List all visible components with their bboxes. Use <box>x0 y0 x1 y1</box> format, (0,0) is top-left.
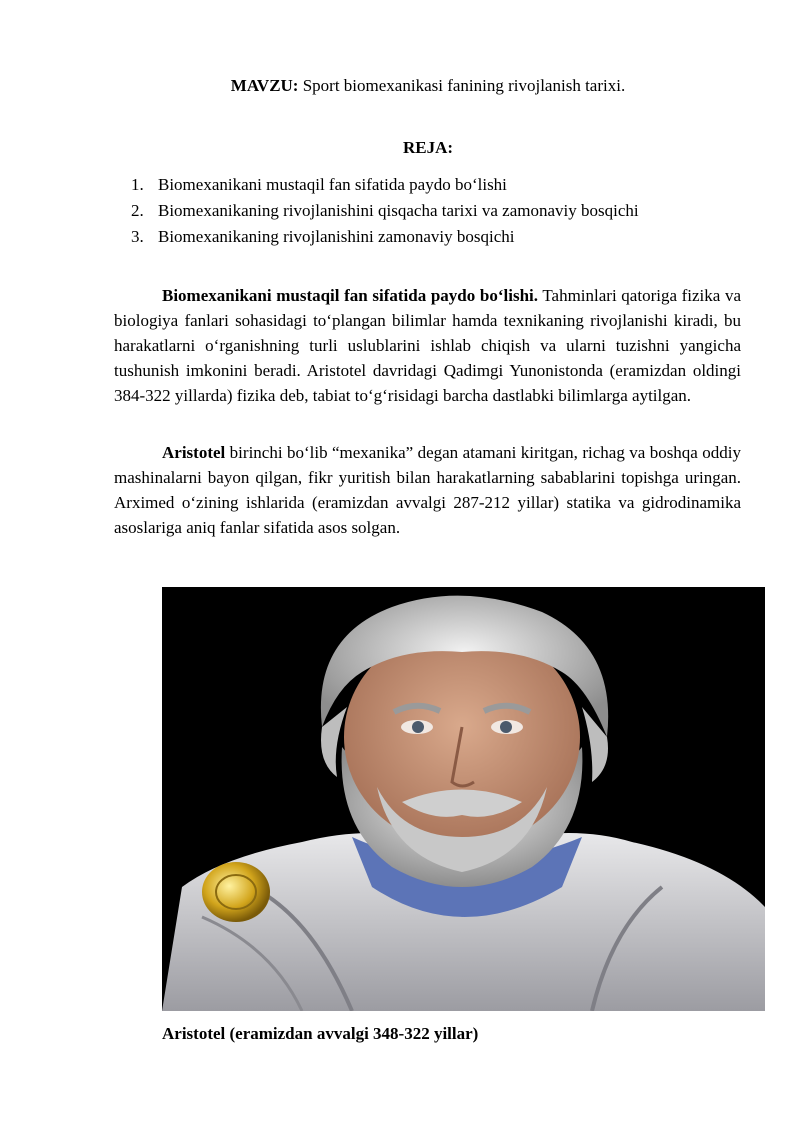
plan-item-text: Biomexanikani mustaqil fan sifatida paydo bo‘lishi <box>158 175 507 194</box>
plan-item-text: Biomexanikaning rivojlanishini zamonaviy bosqichi <box>158 227 515 246</box>
topic-title <box>0 76 800 96</box>
paragraph-origin <box>114 283 741 408</box>
plan-item <box>131 198 639 224</box>
aristotle-portrait-icon <box>162 587 765 1011</box>
plan-item-text: Biomexanikaning rivojlanishini qisqacha tarixi va zamonaviy bosqichi <box>158 201 639 220</box>
paragraph-aristotle <box>114 440 741 540</box>
paragraph-body: birinchi bo‘lib “mexanika” degan atamani kiritgan, richag va boshqa oddiy mashinalarni bayon qilgan, fikr yuritish bilan harakatlarning sabablarini topishga uringan. Arximed o‘zining ishlarida (eramizdan avvalgi 287-212 yillar) statika va gidrodinamika asoslariga aniq fanlar sifatida asos solgan. <box>114 443 741 537</box>
paragraph-lead: Aristotel <box>162 443 226 462</box>
topic-label: MAVZU: <box>230 76 299 95</box>
plan-item <box>131 172 639 198</box>
plan-list <box>131 172 639 250</box>
plan-item <box>131 224 639 250</box>
topic-text: Sport biomexanikasi fanining rivojlanish tarixi. <box>298 76 626 95</box>
aristotle-portrait-image <box>162 587 765 1011</box>
paragraph-body: Tahminlari qatoriga fizika va biologiya fanlari sohasidagi to‘plangan bilimlar hamda texnikaning rivojlanishi kiradi, bu harakatlarni o‘rganishning turli uslublarini ishlab chiqish va ularni tuzishni yangicha tushunish imkonini beradi. Aristotel davridagi Qadimgi Yunonistonda (eramizdan oldingi 384-322 yillarda) fizika deb, tabiat to‘g‘risidagi barcha dastlabki bilimlarga aytilgan. <box>114 286 741 405</box>
plan-heading: REJA: <box>402 138 454 157</box>
paragraph-lead: Biomexanikani mustaqil fan sifatida paydo bo‘lishi. <box>162 286 538 305</box>
figure-caption: Aristotel (eramizdan avvalgi 348-322 yillar) <box>162 1024 479 1043</box>
plan-item-number: 3. <box>131 227 144 246</box>
plan-item-number: 1. <box>131 175 144 194</box>
plan-item-number: 2. <box>131 201 144 220</box>
